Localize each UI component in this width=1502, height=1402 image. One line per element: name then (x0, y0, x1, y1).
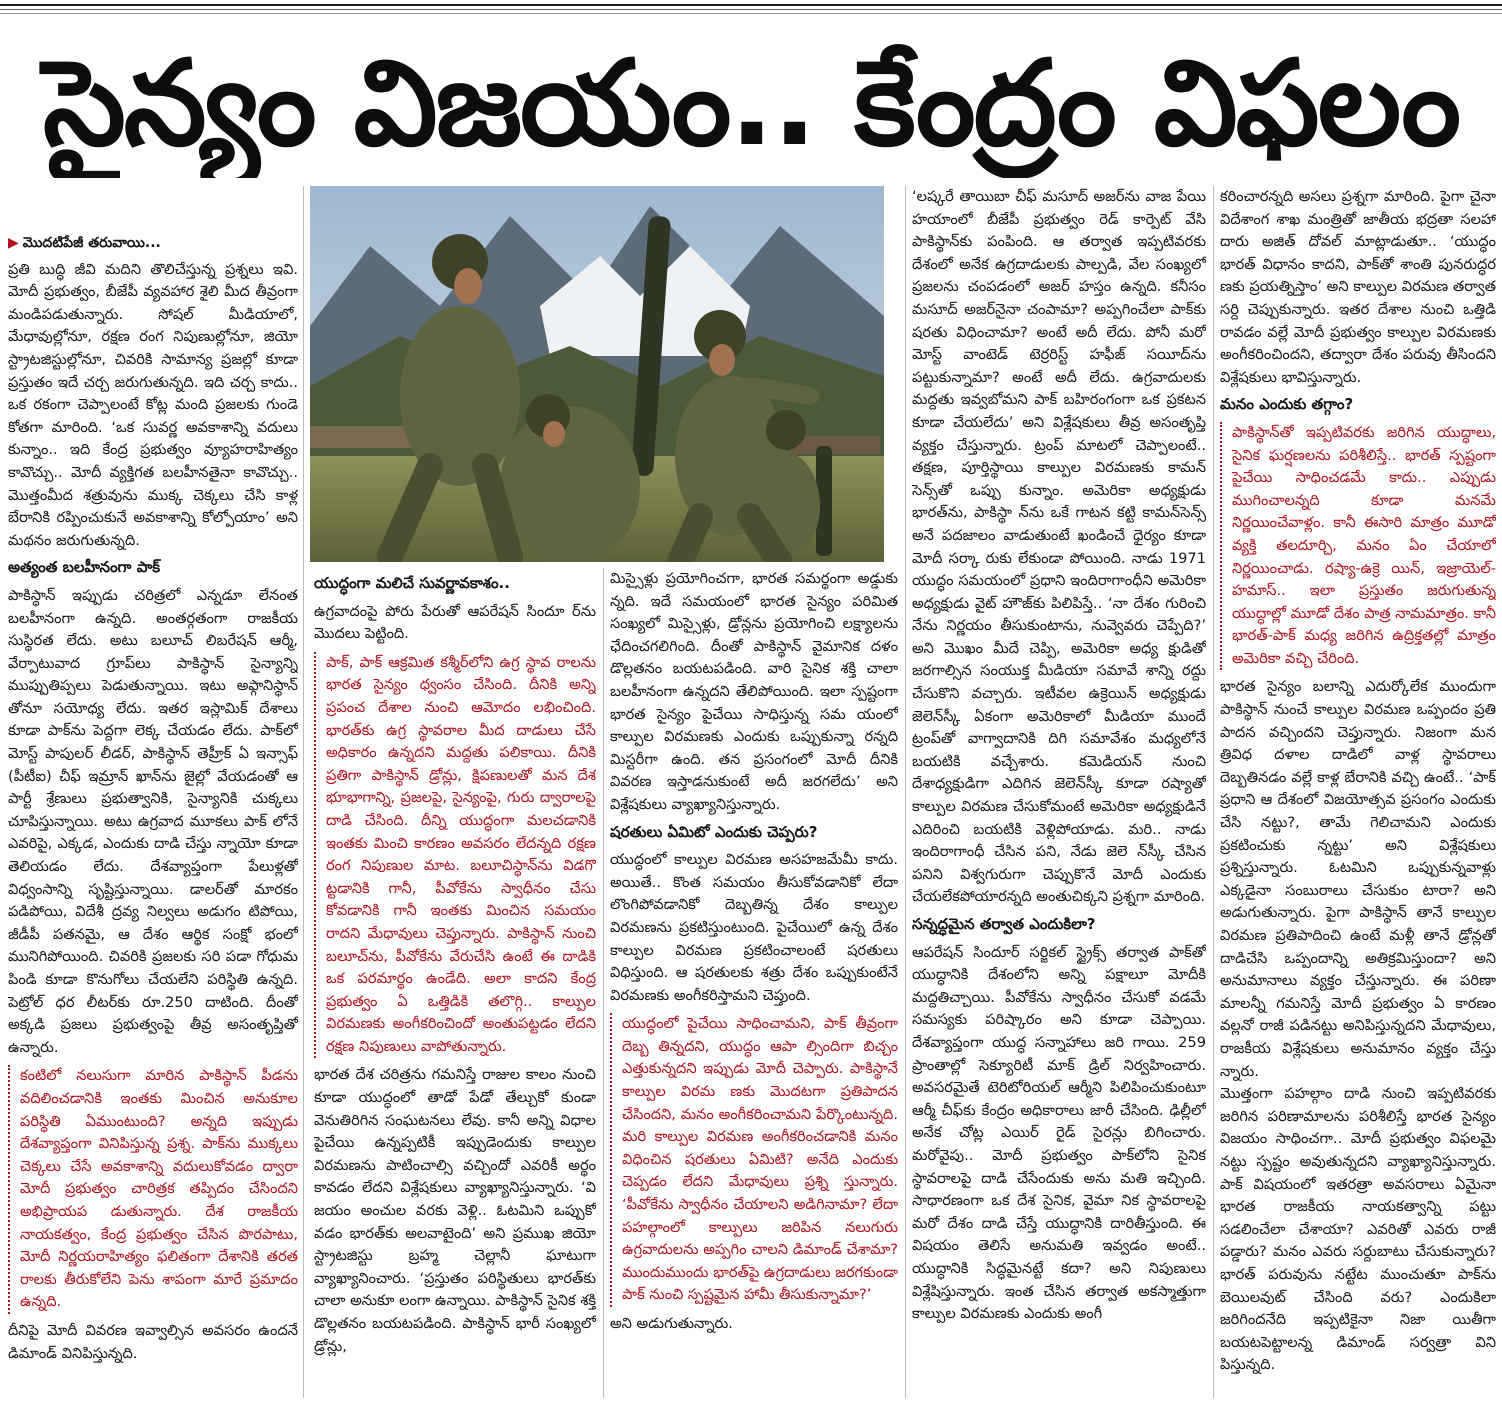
paragraph: భారత దేశ చరిత్రను గమనిస్తే రాజుల కాలం నుంచి కూడా యుద్ధంలో తాడో పేడో తేల్చుకో కుండా వెనుతిరిగిన సంఘటనలు లేవు. కానీ అన్ని విధాల పైచేయి ఉన్నప్పటికీ ఇప్పుడెందుకు కాల్పుల విరమణను పాటించాల్సి వచ్చిందో ఎవరికీ అర్థం కావడం లేదని విశ్లేషకులు వ్యాఖ్యానిస్తున్నారు. ‘వి జయం అంచుల వరకు వెళ్లి.. ఓటమిని ఒప్పుకో వడం భారత్‌కు అలవాటైంది’ అని ప్రముఖ జియో స్ట్రాటజిస్టు బ్రహ్మ చెల్లానీ ఘాటుగా వ్యాఖ్యానించారు. ‘ప్రస్తుతం పరిస్థితులు భారత్‌కు చాలా అనుకూ లంగా ఉన్నాయి. పాకిస్థాన్ సైనిక శక్తి డొల్లతనం బయటపడింది. పాకిస్థాన్ భారీ సంఖ్యలో డ్రోన్లు, (314, 1066, 596, 1355)
paragraph: అని అడుగుతున్నారు. (610, 1315, 733, 1332)
subheading: సన్నద్ధమైన తర్వాత ఎందుకిలా? (912, 915, 1096, 933)
highlight-box: పాక్, పాక్ ఆక్రమిత కశ్మీర్‌లోని ఉగ్ర స్థావ రాలను భారత సైన్యం ధ్వంసం చేసింది. దీనికి అన్ని ప్రపంచ దేశాల నుంచి ఆమోదం లభించింది. భారత్‌కు ఉగ్ర స్థావరాల మీద దాడులు చేసే అధికారం ఉన్నదని మద్దతు పలికాయి. దీనికి ప్రతిగా పాకిస్థాన్ డ్రోన్లు, క్షిపణులతో మన దేశ భూభాగాన్ని, ప్రజలపై, సైన్యంపై, గురు ద్వారాలపై దాడి చేసింది. దీన్ని యుద్ధంగా మలచడానికి ఇంతకు మించి కారణం అవసరం లేదన్నది రక్షణ రంగ నిపుణుల మాట. బలూచిస్థాన్‌ను విడగొ ట్టడానికి గానీ, పీవోకేను స్వాధీనం చేసు కోవడానికి గానీ ఇంతకు మించిన సమయం రాదని మేధావులు చెప్తున్నారు. పాకిస్థాన్ నుంచి బలూచ్‌ను, పీవోకేను వేరుచేసి ఉంటే ఈ దాడికి ఒక పరమార్థం ఉండేది. అలా కాదని కేంద్ర ప్రభుత్వం ఏ ఒత్తిడికి తలొగ్గి.. కాల్పుల విరమణకు అంగీకరించిందో అంతుపట్టడం లేదని రక్షణ నిపుణులు వాపోతున్నారు. (314, 652, 596, 1059)
continuation-text: మొదటిపేజీ తరువాయి... (22, 235, 161, 251)
chevron-right-icon: ▶ (8, 235, 19, 251)
column-3 (610, 568, 898, 1396)
paragraph: యుద్ధంలో కాల్పుల విరమణ అసహజమేమీ కాదు. అయితే.. కొంత సమయం తీసుకోవడానికో లేదా లొంగిపోవడానికో దెబ్బతిన్న దేశం కాల్పుల విరమణను ప్రకటిస్తుంటుంది. పైచేయిలో ఉన్న దేశం కాల్పుల విరమణ ప్రకటించాలంటే షరతులు విధిస్తుంది. ఆ షరతులకు శత్రు దేశం ఒప్పుకుంటేనే విరమణకు అంగీకరిస్తామని చెప్తుంది. (610, 851, 898, 1004)
column-5 (1220, 186, 1496, 1398)
paragraph: మొత్తంగా పహల్గాం దాడి నుంచి ఇప్పటివరకు జరిగిన పరిణామాలను పరిశీలిస్తే భారత సైన్యం విజయం సాధించగా.. మోదీ ప్రభుత్వం విఫలమై నట్టు స్పష్టం అవుతున్నదని వ్యాఖ్యానిస్తున్నారు. పాక్ విషయంలో ఇతరత్రా అవసరాలు ఏమైనా భారత రాజకీయ నాయకత్వాన్ని పట్టు సడలించేలా చేశాయా? ఎవరితో ఎవరు రాజీ పడ్డారు? మనం ఎవరు సర్దుబాటు చేసుకున్నారు? భారత్ పరువును నట్టేట ముంచుతూ పాక్‌ను బెయిలవుట్ చేసింది వరు? ఎందుకిలా జరిగిందనేది ఇప్పటికైనా నిజా యితీగా బయటపెట్టాలన్న డిమాండ్ సర్వత్రా విని పిస్తున్నది. (1220, 1085, 1496, 1374)
headline: సైన్యం విజయం.. కేంద్రం విఫలం (42, 34, 1460, 172)
continuation-label (8, 232, 298, 255)
paragraph: భారత సైన్యం బలాన్ని ఎదుర్కోలేక ముందుగా పాకిస్థాన్ నుంచే కాల్పుల విరమణ ఒప్పందం ప్రతి పాదన వచ్చిందని చెప్తున్నారు. నిజంగా మన త్రివిధ దళాల దాడిలో వాళ్ల స్థావరాలు దెబ్బతినడం వల్లే కాళ్ల బేరానికి వచ్చి ఉంటే.. ‘పాక్ ప్రధాని ఆ దేశంలో విజయోత్సవ ప్రసంగం ఎందుకు చేసి నట్టు?, తామే గెలిచామని ఎందుకు ప్రకటించుకు న్నట్టు’ అని విశ్లేషకులు ప్రశ్నిస్తున్నారు. ఓటమిని ఒప్పుకున్నవాళ్లు ఎక్కడైనా సంబురాలు చేసుకుం టారా? అని అడుగుతున్నారు. పైగా పాకిస్థాన్ తానే కాల్పుల విరమణ ప్రతిపాదించి ఉంటే మళ్లీ తానే డ్రోన్లతో దాడిచేసి ఒప్పందాన్ని అతిక్రమిస్తుందా? అని అనుమానాలు వ్యక్తం చేస్తున్నారు. ఈ పరిణా మాలన్నీ గమనిస్తే మోదీ ప్రభుత్వం ఏ కారణం వల్లనో రాజీ పడినట్టు అనిపిస్తున్నదని మేధావులు, రాజకీయ విశ్లేషకులు అనుమానం వ్యక్తం చేస్తు న్నారు. (1220, 678, 1496, 1080)
paragraph: దీనిపై మోదీ వివరణ ఇవ్వాల్సిన అవసరం ఉందనే డిమాండ్ వినిపిస్తున్నది. (8, 1321, 298, 1362)
soldiers-photo (310, 186, 884, 562)
paragraph: కరించారన్నది అసలు ప్రశ్నగా మారింది. పైగా చైనా విదేశాంగ శాఖ మంత్రితో జాతీయ భద్రతా సలహా దారు అజిత్ దోవల్ మాట్లాడుతూ.. ‘యుద్ధం భారత్ విధానం కాదని, పాక్‌తో శాంతి పునరుద్ధర ణకు ప్రయత్నిస్తాం’ అని కాల్పుల విరమణ తర్వాత సర్ది చెప్పుకున్నారు. ఇతర దేశాల నుంచి ఒత్తిడి రావడం వల్లే మోదీ ప్రభుత్వం కాల్పుల విరమణకు అంగీకరించిందని, తద్వారా దేశం పరువు తీసిందని విశ్లేషకులు భావిస్తున్నారు. (1220, 188, 1496, 386)
paragraph: ఆపరేషన్ సిందూర్ సర్జికల్ స్ట్రైక్స్ తర్వాత పాక్‌తో యుద్ధానికి దేశంలోని అన్ని పక్షాలూ మోదీకి మద్దతిచ్చాయి. పీవోకేను స్వాధీనం చేసుకో వడమే సమస్యకు పరిష్కారం అని కూడా చెప్పాయి. దేశవ్యాప్తంగా యుద్ధ సన్నాహాలు జరి గాయి. 259 ప్రాంతాల్లో సెక్యూరిటీ మాక్ డ్రిల్ నిర్వహించారు. అవసరమైతే టెరిటోరియల్ ఆర్మీని పిలిపించుకుంటూ ఆర్మీ చీఫ్‌కు కేంద్రం అధికారాలు జారీ చేసింది. ఢిల్లీలో అనేక చోట్ల ఎయిర్ రైడ్ సైరన్లు బిగించారు. మరోవైపు.. మోదీ ప్రభుత్వం పాక్‌లోని సైనిక స్థావరాలపై దాడి చేసేందుకు అను మతి ఇచ్చింది. సాధారణంగా ఒక దేశ సైనిక, వైమా నిక స్థావరాలపై మరో దేశం దాడి చేస్తే యుద్ధానికి దారితీస్తుంది. ఈ విషయం తెలిసే అనుమతి ఇవ్వడం అంటే.. యుద్ధానికి సిద్ధమైనట్టే కదా? అని నిపుణులు విశ్లేషిస్తున్నారు. ఇంత చేసిన తర్వాత అకస్మాత్తుగా కాల్పుల విరమణకు ఎందుకు అంగీ (912, 943, 1206, 1323)
highlight-box: యుద్ధంలో పైచేయి సాధించామని, పాక్ తీవ్రంగా దెబ్బ తిన్నదని, యుద్ధం ఆపా ల్సిందిగా బిచ్చం ఎత్తుకున్నదని ఇప్పుడు మోదీ చెప్పారు. పాకిస్థానే కాల్పుల విరమ ణకు మొదటగా ప్రతిపాదన చేసిందని, మనం అంగీకరించామని పేర్కొంటున్నది. మరి కాల్పుల విరమణ అంగీకరించడానికి మనం విధించిన షరతులు ఏమిటి? అనేది ఎందుకు చెప్పడం లేదని మేధావులు ప్రశ్ని స్తున్నారు. ‘పీవోకేను స్వాధీనం చేయాలని అడిగినామా? లేదా పహల్గాంలో కాల్పులు జరిపిన నలుగురు ఉగ్రవాదులను అప్పగిం చాలని డిమాండ్ చేశామా? ముందుముందు భారత్‌పై ఉగ్రదాడులు జరగకుండా పాక్ నుంచి స్పష్టమైన హామీ తీసుకున్నామా?’ (610, 1013, 898, 1307)
highlight-box: కంటిలో నలుసుగా మారిన పాకిస్థాన్ పీడను వదిలించడానికి ఇంతకు మించిన అనుకూల పరిస్థితి ఏముంటుంది? అన్నది ఇప్పుడు దేశవ్యాప్తంగా వినిపిస్తున్న ప్రశ్న. పాక్‌ను ముక్కలు చెక్కలు చేసే అవకాశాన్ని వదులుకోవడం ద్వారా మోదీ ప్రభుత్వం చారిత్రక తప్పిదం చేసిందని అభిప్రాయప డుతున్నారు. దేశ రాజకీయ నాయకత్వం, కేంద్ర ప్రభుత్వం చేసిన పొరపాటు, మోదీ నిర్ణయరాహిత్యం ఫలితంగా దేశానికి తరత రాలకు తీరుకోలేని పెను శాపంగా మారే ప్రమాదం ఉన్నది. (8, 1065, 298, 1314)
paragraph: ఉగ్రవాదంపై పోరు పేరుతో ఆపరేషన్ సిందూ ర్‌ను మొదలు పెట్టింది. (314, 602, 596, 643)
subheading: అత్యంత బలహీనంగా పాక్ (8, 558, 161, 577)
paragraph: మిస్సైళ్లు ప్రయోగించగా, భారత సమర్థంగా అడ్డుకు న్నది. ఇదే సమయంలో భారత సైన్యం పరిమిత సంఖ్యలో మిస్సైళ్లు, డ్రోన్లను ప్రయోగించి లక్ష్యాలను ఛేదించగలిగింది. దీంతో పాకిస్థాన్ వైమానిక దళం డొల్లతనం బయటపడింది. వారి సైనిక శక్తి చాలా బలహీనంగా ఉన్నదని తేలిపోయింది. ఇలా స్పష్టంగా భారత సైన్యం పైచేయి సాధిస్తున్న సమ యంలో కాల్పుల విరమణకు ఎందుకు ఒప్పుకున్నా రన్నది మిస్టరీగా ఉంది. తన ప్రసంగంలో మోదీ దీనికి వివరణ ఇస్తాడనుకుంటే అదీ జరగలేదు’ అని విశ్లేషకులు వ్యాఖ్యానిస్తున్నారు. (610, 570, 898, 813)
paragraph: ‘లష్కరే తాయిబా చీఫ్ మసూద్ అజర్‌ను వాజ పేయి హయాంలో బీజేపీ ప్రభుత్వం రెడ్ కార్పెట్ వేసి పాకిస్థాన్‌కు పంపింది. ఆ తర్వాత ఇప్పటివరకు దేశంలో అనేక ఉగ్రదాడులకు పాల్పడి, వేల సంఖ్యలో ప్రజలను చంపడంలో అజర్ హస్తం ఉన్నది. కనీసం మసూద్ అజర్‌నైనా చంపామా? అప్పగించేలా పాక్‌కు షరతు విధించామా? అంటే అదీ లేదు. పోనీ మరో మోస్ట్ వాంటెడ్ టెర్రరిస్ట్ హఫీజ్ సయీద్‌ను పట్టుకున్నామా? అంటే అదీ లేదు. ఉగ్రవాదులకు మద్దతు ఇవ్వబోమని పాక్ బహిరంగంగా ఒక ప్రకటన కూడా చేయలేదు’ అని విశ్లేషకులు తీవ్ర అసంతృప్తి వ్యక్తం చేస్తున్నారు. ట్రంప్ మాటలో చెప్పాలంటే.. తక్షణ, పూర్తిస్థాయి కాల్పుల విరమణకు కామన్ సెన్స్‌తో ఒప్పు కున్నాం. అమెరికా అధ్యక్షుడు భారత్‌ను, పాకిస్థా న్‌ను ఒకే గాటన కట్టి కామన్‌సెన్స్ అనే పదజాలం వాడుతుంటే ఖండించే ధైర్యం కూడా మోదీ సర్కా రుకు లేకుండా పోయింది. నాడు 1971 యుద్ధం సమయంలో ప్రధాని ఇందిరాగాంధీని అమెరికా అధ్యక్షుడు వైట్ హౌజ్‌కు పిలిపిస్తే.. ‘నా దేశం గురించి నేను నిర్ణయం తీసుకుంటాను, నువ్వెవరు చెప్పేది?’ అని మొఖం మీదే చెప్పి, అమెరికా అధ్య క్షుడితో జరగాల్సిన సంయుక్త మీడియా సమావే శాన్ని రద్దు చేసుకొని వచ్చారు. ఇటీవల ఉక్రెయిన్ అధ్యక్షుడు జెలెన్‌స్కీ ఏకంగా అమెరికాలో మీడియా ముందే ట్రంప్‌తో వాగ్వాదానికి దిగి సమావేశం మధ్యలోనే బయటికి వచ్చేశారు. కమెడియన్ నుంచి దేశాధ్యక్షుడిగా ఎదిగిన జెలెన్‌స్కీ కూడా రష్యాతో కాల్పుల విరమణ చేసుకోమంటే అమెరికా అధ్యక్షుడినే ఎదిరించి బయటికి వెళ్లిపోయాడు. మరి.. నాడు ఇందిరాగాంధీ చేసిన పని, నేడు జెలె న్‌స్కీ చేసిన పనిని విశ్వగురుగా చెప్పుకొనే మోదీ ఎందుకు చేయలేకపోయారన్నది అంతుచిక్కని ప్రశ్నగా మారింది. (912, 188, 1206, 906)
highlight-box: పాకిస్థాన్‌తో ఇప్పటివరకు జరిగిన యుద్ధాలు, సైనిక ఘర్షణలను పరిశీలిస్తే.. భారత్ స్పష్టంగా పైచేయి సాధించడమే కాదు.. ఎప్పుడు ముగించాలన్నది కూడా మనమే నిర్ణయించేవాళ్లం. కానీ ఈసారి మాత్రం మూడో వ్యక్తి తలదూర్చి, మనం ఏం చేయాలో నిర్ణయించాడు. రష్యా-ఉక్రె యిన్, ఇజ్రాయెల్-హమాస్.. ఇలా ప్రస్తుతం జరుగుతున్న యుద్ధాల్లో మూడో దేశం పాత్ర నామమాత్రం. కానీ భారత్-పాక్ మధ్య జరిగిన ఉద్రిక్తతల్లో మాత్రం అమెరికా వచ్చి చేరింది. (1220, 422, 1496, 671)
masthead-rule (0, 0, 1502, 18)
subheading: మనం ఎందుకు తగ్గాం? (1220, 395, 1354, 414)
subheading: యుద్ధంగా మలిచే సువర్ణావకాశం.. (314, 574, 510, 592)
column-2 (314, 568, 596, 1396)
paragraph: ప్రతి బుద్ధి జీవి మదిని తొలిచేస్తున్న ప్రశ్నలు ఇవి. మోదీ ప్రభుత్వం, బీజేపీ వ్యవహార శైలి మీద తీవ్రంగా మండిపడుతున్నారు. సోషల్ మీడియాలో, మేధావుల్లోనూ, రక్షణ రంగ నిపుణుల్లోనూ, జియో స్ట్రాటజిస్టుల్లోనూ, చివరికి సామాన్య ప్రజల్లో కూడా ప్రస్తుతం ఇదే చర్చ జరుగుతున్నది. ఇది చర్చ కాదు.. ఒక రకంగా చెప్పాలంటే కోట్ల మంది ప్రజలకు గుండె కోతగా మారింది. ‘ఒక సువర్ణ అవకాశాన్ని వదులు కున్నాం.. ఇది కేంద్ర ప్రభుత్వం వ్యూహరాహిత్యం కావొచ్చు.. మోదీ వ్యక్తిగత బలహీనతైనా కావొచ్చు.. మొత్తంమీద శత్రువును ముక్క చెక్కలు చేసి కాళ్ల బేరానికి రప్పించుకునే అవకాశాన్ని కోల్పోయాం’ అని మథనం జరుగుతున్నది. (8, 260, 298, 549)
column-4 (912, 186, 1206, 1398)
column-rule (303, 186, 304, 1398)
subheading: షరతులు ఏమిటో ఎందుకు చెప్పరు? (610, 822, 818, 841)
column-rule (905, 186, 906, 1398)
column-rule (1213, 186, 1214, 1398)
column-rule (603, 568, 604, 1398)
paragraph: పాకిస్థాన్ ఇప్పుడు చరిత్రలో ఎన్నడూ లేనంత బలహీనంగా ఉన్నది. అంతర్గతంగా రాజకీయ సుస్థిరత లేదు. అటు బలూచ్ లిబరేషన్ ఆర్మీ, వేర్పాటువాద గ్రూప్‌లు పాకిస్థాన్ సైన్యాన్ని ముప్పుతిప్పలు పెడుతున్నాయి. ఇటు అఫ్గానిస్థాన్ తోనూ సయోధ్య లేదు. ఇతర ఇస్లామిక్ దేశాలు కూడా పాక్‌ను పెద్దగా లెక్క చేయడం లేదు. పాక్‌లో మోస్ట్ పాపులర్ లీడర్, పాకిస్థాన్ తెహ్రీక్ ఏ ఇన్సాఫ్ (పీటీఐ) చీఫ్ ఇమ్రాన్ ఖాన్‌ను జైల్లో వేయడంతో ఆ పార్టీ శ్రేణులు ప్రభుత్వానికి, సైన్యానికి చుక్కలు చూపిస్తున్నాయి. అటు ఉగ్రవాద మూకలు పాక్ లోనే ఎవరిపై, ఎక్కడ, ఎందుకు దాడి చేస్తు న్నాయో కూడా తెలియడం లేదు. దేశవ్యాప్తంగా పేలుళ్లతో విధ్వంసాన్ని సృష్టిస్తున్నాయి. డాలర్‌తో మారకం పడిపోయి, విదేశీ ద్రవ్య నిల్వలు అడుగం టిపోయి, జీడీపీ పతనమై, ఆ దేశం ఆర్థిక సంక్షో భంలో మునిగిపోయింది. చివరికి ప్రజలకు సరి పడా గోధుమ పిండి కూడా కొనుగోలు చేయలేని పరిస్థితి ఉన్నది. పెట్రోల్ ధర లీటర్‌కు రూ.250 దాటింది. దీంతో అక్కడి ప్రజలు ప్రభుత్వంపై తీవ్ర అసంతృప్తితో ఉన్నారు. (8, 586, 298, 1056)
column-1 (8, 232, 298, 1398)
